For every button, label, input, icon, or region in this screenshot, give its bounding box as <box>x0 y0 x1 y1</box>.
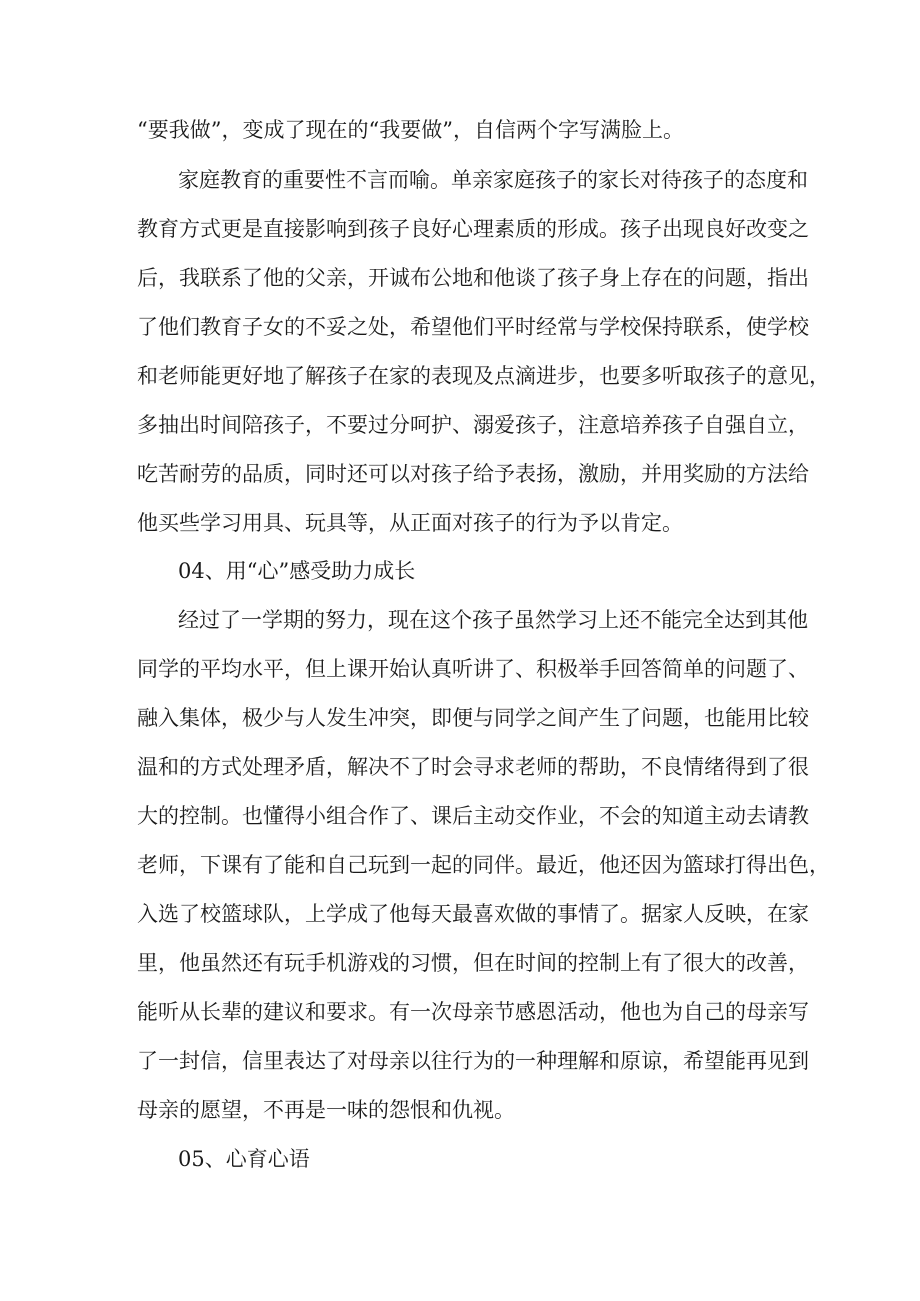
text-line <box>0 698 920 738</box>
text-line <box>0 1090 920 1130</box>
line-text: 大的控制。也懂得小组合作了、课后主动交作业，不会的知道主动去请教 <box>137 804 809 828</box>
line-text: 了一封信，信里表达了对母亲以往行为的一种理解和原谅，希望能再见到 <box>137 1049 809 1073</box>
section-heading <box>0 551 920 591</box>
text-line <box>0 454 920 494</box>
line-text: 经过了一学期的努力，现在这个孩子虽然学习上还不能完全达到其他 <box>178 608 808 632</box>
line-text: “要我做”，变成了现在的“我要做”，自信两个字写满脸上。 <box>137 118 684 142</box>
line-text: 里，他虽然还有玩手机游戏的习惯，但在时间的控制上有了很大的改善， <box>137 951 809 975</box>
text-line <box>0 943 920 983</box>
line-text: 教育方式更是直接影响到孩子良好心理素质的形成。孩子出现良好改变之 <box>137 217 809 241</box>
text-line <box>0 845 920 885</box>
line-text: 同学的平均水平，但上课开始认真听讲了、积极举手回答简单的问题了、 <box>137 657 809 681</box>
text-line <box>0 356 920 396</box>
heading-text: 05、心育心语 <box>178 1147 310 1171</box>
text-line <box>0 1041 920 1081</box>
text-line <box>0 992 920 1032</box>
line-text: 吃苦耐劳的品质，同时还可以对孩子给予表扬，激励，并用奖励的方法给 <box>137 462 809 486</box>
text-line <box>0 649 920 689</box>
section-heading <box>0 1139 920 1179</box>
text-line <box>0 258 920 298</box>
line-text: 多抽出时间陪孩子，不要过分呵护、溺爱孩子，注意培养孩子自强自立， <box>137 413 809 437</box>
line-text: 母亲的愿望，不再是一味的怨恨和仇视。 <box>137 1098 515 1122</box>
text-line <box>0 110 920 150</box>
line-text: 和老师能更好地了解孩子在家的表现及点滴进步，也要多听取孩子的意见， <box>137 364 830 388</box>
text-line <box>0 894 920 934</box>
line-text: 温和的方式处理矛盾，解决不了时会寻求老师的帮助，不良情绪得到了很 <box>137 755 809 779</box>
line-text: 融入集体，极少与人发生冲突，即便与同学之间产生了问题，也能用比较 <box>137 706 809 730</box>
text-line <box>0 405 920 445</box>
line-text: 能听从长辈的建议和要求。有一次母亲节感恩活动，他也为自己的母亲写 <box>137 1000 809 1024</box>
text-line <box>0 503 920 543</box>
text-line <box>0 209 920 249</box>
paragraph-first-line <box>0 160 920 200</box>
text-line <box>0 796 920 836</box>
paragraph-first-line <box>0 600 920 640</box>
line-text: 他买些学习用具、玩具等，从正面对孩子的行为予以肯定。 <box>137 511 683 535</box>
heading-text: 04、用“心”感受助力成长 <box>178 559 416 583</box>
line-text: 后，我联系了他的父亲，开诚布公地和他谈了孩子身上存在的问题，指出 <box>137 266 809 290</box>
text-line <box>0 747 920 787</box>
line-text: 入选了校篮球队，上学成了他每天最喜欢做的事情了。据家人反映，在家 <box>137 902 809 926</box>
text-line <box>0 307 920 347</box>
line-text: 老师，下课有了能和自己玩到一起的同伴。最近，他还因为篮球打得出色， <box>137 853 830 877</box>
line-text: 了他们教育子女的不妥之处，希望他们平时经常与学校保持联系，使学校 <box>137 315 809 339</box>
line-text: 家庭教育的重要性不言而喻。单亲家庭孩子的家长对待孩子的态度和 <box>178 168 808 192</box>
